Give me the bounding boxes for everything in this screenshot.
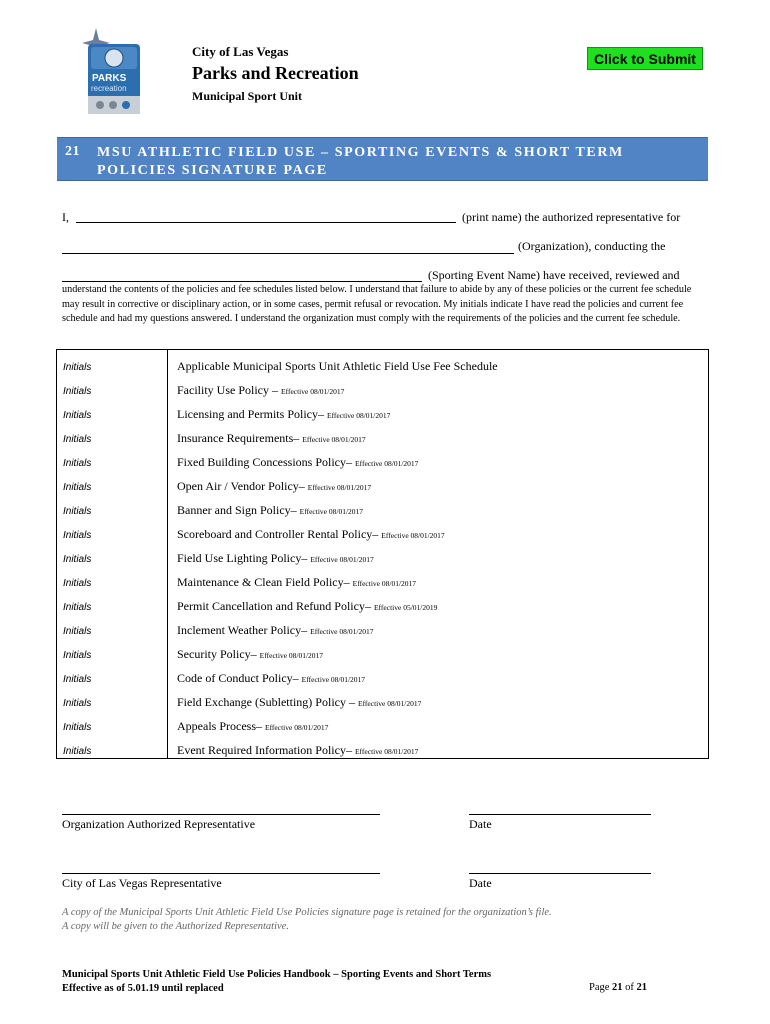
- policy-effective-date: Effective 08/01/2017: [299, 507, 364, 516]
- table-row: [57, 737, 710, 761]
- section-title: MSU ATHLETIC FIELD USE – SPORTING EVENTS & SHORT TERM POLICIES SIGNATURE PAGE: [97, 145, 624, 178]
- policy-name: Event Required Information Policy– Effective 08/01/2017: [177, 743, 419, 757]
- table-row: [57, 353, 710, 377]
- policy-name: Field Use Lighting Policy– Effective 08/01/2017: [177, 551, 374, 565]
- initials-field[interactable]: Initials: [63, 578, 92, 589]
- table-row: [57, 521, 710, 545]
- policy-name: Permit Cancellation and Refund Policy– Effective 05/01/2019: [177, 599, 438, 613]
- header-department: Parks and Recreation: [192, 63, 359, 83]
- section-number: 21: [65, 144, 80, 159]
- initials-field[interactable]: Initials: [63, 722, 92, 733]
- policy-effective-date: Effective 08/01/2017: [281, 387, 345, 396]
- copy-note: [62, 906, 552, 934]
- city-date-label: Date: [469, 876, 492, 890]
- table-row: [57, 545, 710, 569]
- initials-field[interactable]: Initials: [63, 410, 92, 421]
- initials-field[interactable]: Initials: [63, 746, 92, 757]
- table-row: [57, 473, 710, 497]
- policy-effective-date: Effective 08/01/2017: [310, 627, 374, 636]
- statement-organization: (Organization), conducting the: [518, 239, 666, 253]
- policy-name: Insurance Requirements– Effective 08/01/2017: [177, 431, 366, 445]
- city-rep-signature-field[interactable]: [62, 873, 380, 874]
- policy-effective-date: Effective 08/01/2017: [326, 411, 391, 420]
- initials-field[interactable]: Initials: [63, 650, 92, 661]
- logo-text-recreation: recreation: [91, 84, 127, 93]
- organization-field[interactable]: [62, 253, 514, 254]
- table-row: [57, 377, 710, 401]
- initials-field[interactable]: Initials: [63, 698, 92, 709]
- policy-name: Fixed Building Concessions Policy– Effective 08/01/2017: [177, 455, 419, 469]
- policy-effective-date: Effective 08/01/2017: [302, 435, 366, 444]
- copy-note-line1: A copy of the Municipal Sports Unit Athletic Field Use Policies signature page is retained for the organization’s file.: [62, 907, 552, 918]
- org-date-label: Date: [469, 817, 492, 831]
- policy-effective-date: Effective 08/01/2017: [301, 675, 366, 684]
- initials-field[interactable]: Initials: [63, 482, 92, 493]
- print-name-field[interactable]: [76, 222, 456, 223]
- table-row: [57, 593, 710, 617]
- footer-handbook-title: Municipal Sports Unit Athletic Field Use Policies Handbook – Sporting Events and Short Terms: [62, 969, 492, 980]
- table-row: [57, 401, 710, 425]
- table-row: [57, 713, 710, 737]
- table-row: [57, 641, 710, 665]
- submit-button[interactable]: Click to Submit: [587, 47, 703, 70]
- table-row: [57, 449, 710, 473]
- policy-effective-date: Effective 08/01/2017: [357, 699, 422, 708]
- org-date-field[interactable]: [469, 814, 651, 815]
- org-rep-signature-field[interactable]: [62, 814, 380, 815]
- policy-name: Facility Use Policy – Effective 08/01/2017: [177, 383, 345, 397]
- initials-field[interactable]: Initials: [63, 458, 92, 469]
- table-row: [57, 569, 710, 593]
- policy-name: Applicable Municipal Sports Unit Athletic Field Use Fee Schedule: [177, 359, 498, 373]
- policy-effective-date: Effective 08/01/2017: [352, 579, 417, 588]
- policy-effective-date: Effective 08/01/2017: [310, 555, 374, 564]
- policy-name: Inclement Weather Policy– Effective 08/01/2017: [177, 623, 374, 637]
- initials-field[interactable]: Initials: [63, 626, 92, 637]
- policy-effective-date: Effective 08/01/2017: [355, 459, 419, 468]
- header-city: City of Las Vegas: [192, 44, 289, 59]
- statement-prefix: I,: [62, 210, 69, 224]
- policy-name: Appeals Process– Effective 08/01/2017: [177, 719, 329, 733]
- policy-effective-date: Effective 08/01/2017: [307, 483, 372, 492]
- statement-paragraph: understand the contents of the policies and fee schedules listed below. I understand that failure to abide by any of these policies or the current fee schedule may result in corrective or disciplinary action, or in some cases, permit refusal or revocation. My initials indicate I have read the policies and current fee schedule and had my questions answered. I understand the organization must comply with the requirements of the policies and the current fee schedule.: [62, 284, 692, 325]
- initials-field[interactable]: Initials: [63, 506, 92, 517]
- policy-effective-date: Effective 05/01/2019: [373, 603, 438, 612]
- copy-note-line2: A copy will be given to the Authorized Representative.: [62, 921, 289, 932]
- table-row: [57, 665, 710, 689]
- policy-name: Maintenance & Clean Field Policy– Effective 08/01/2017: [177, 575, 417, 589]
- policy-effective-date: Effective 08/01/2017: [259, 651, 324, 660]
- policy-effective-date: Effective 08/01/2017: [264, 723, 329, 732]
- city-date-field[interactable]: [469, 873, 651, 874]
- initials-field[interactable]: Initials: [63, 362, 92, 373]
- table-row: [57, 689, 710, 713]
- table-row: [57, 617, 710, 641]
- initials-field[interactable]: Initials: [63, 386, 92, 397]
- policy-name: Security Policy– Effective 08/01/2017: [177, 647, 324, 661]
- policy-name: Banner and Sign Policy– Effective 08/01/2017: [177, 503, 364, 517]
- statement-print-name: (print name) the authorized representative for: [462, 210, 681, 224]
- page-number: Page 21 of 21: [589, 982, 648, 993]
- policy-name: Licensing and Permits Policy– Effective 08/01/2017: [177, 407, 391, 421]
- policy-name: Scoreboard and Controller Rental Policy– Effective 08/01/2017: [177, 527, 445, 541]
- policy-table: [56, 349, 709, 759]
- table-row: [57, 425, 710, 449]
- policy-name: Code of Conduct Policy– Effective 08/01/2017: [177, 671, 366, 685]
- policy-effective-date: Effective 08/01/2017: [381, 531, 445, 540]
- org-rep-label: Organization Authorized Representative: [62, 817, 256, 831]
- statement-event: (Sporting Event Name) have received, reviewed and: [428, 268, 680, 282]
- header-unit: Municipal Sport Unit: [192, 89, 303, 103]
- section-title-band: [57, 137, 708, 181]
- initials-field[interactable]: Initials: [63, 434, 92, 445]
- initials-field[interactable]: Initials: [63, 530, 92, 541]
- policy-name: Field Exchange (Subletting) Policy – Effective 08/01/2017: [177, 695, 422, 709]
- logo-text-parks: PARKS: [92, 73, 127, 84]
- policy-name: Open Air / Vendor Policy– Effective 08/01/2017: [177, 479, 372, 493]
- table-row: [57, 497, 710, 521]
- parks-recreation-logo: [82, 28, 144, 120]
- footer-effective: Effective as of 5.01.19 until replaced: [62, 983, 224, 994]
- initials-field[interactable]: Initials: [63, 554, 92, 565]
- initials-field[interactable]: Initials: [63, 602, 92, 613]
- policy-effective-date: Effective 08/01/2017: [354, 747, 419, 756]
- sporting-event-field[interactable]: [62, 281, 422, 282]
- city-rep-label: City of Las Vegas Representative: [62, 876, 222, 890]
- initials-field[interactable]: Initials: [63, 674, 92, 685]
- footer: [62, 968, 491, 996]
